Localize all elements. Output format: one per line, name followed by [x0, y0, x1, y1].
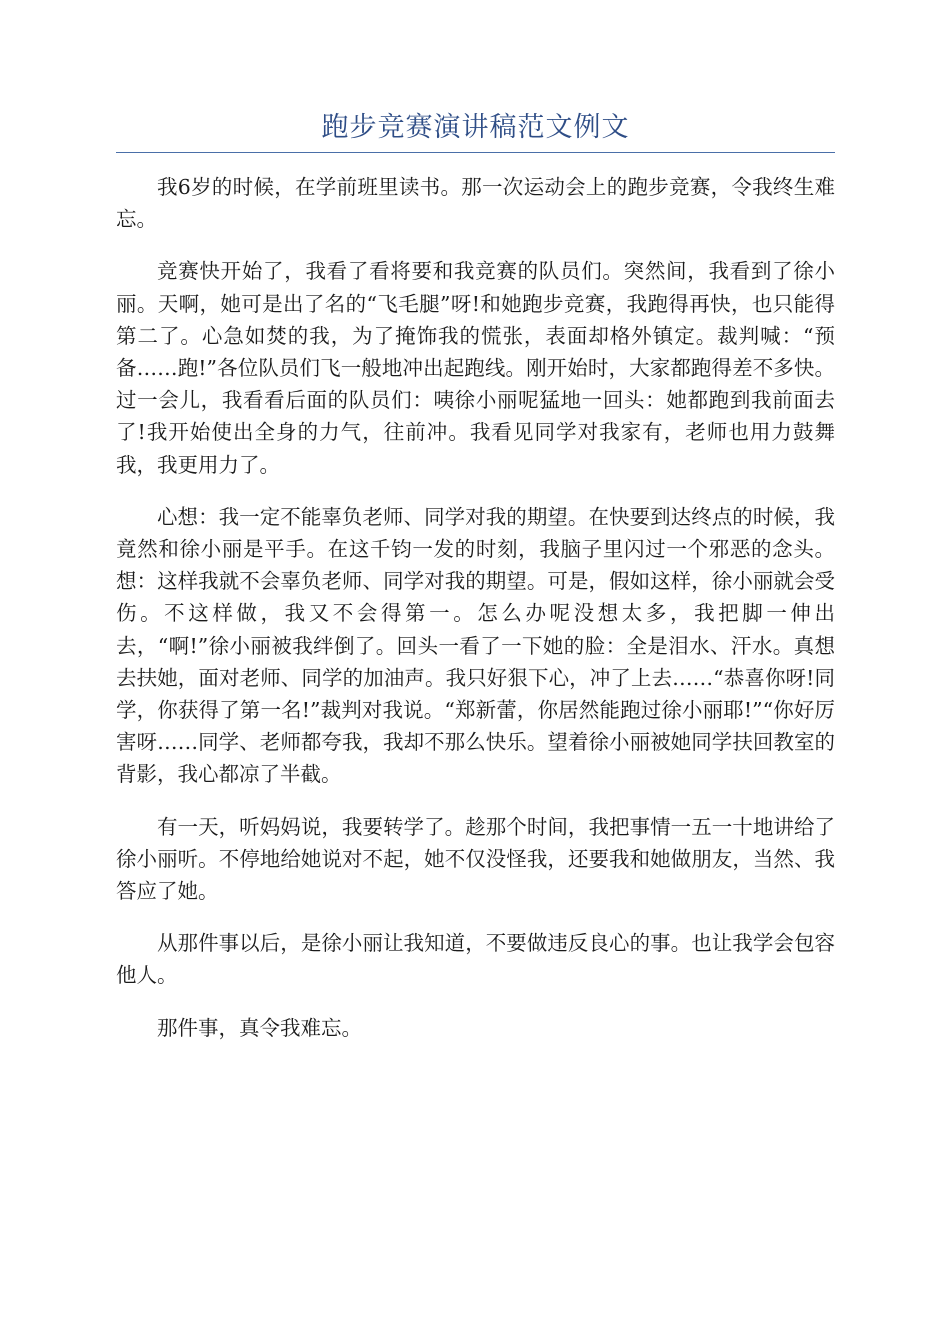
title-underline	[116, 152, 835, 153]
paragraph-1: 我6岁的时候，在学前班里读书。那一次运动会上的跑步竞赛，令我终生难忘。	[116, 175, 835, 232]
paragraph-4: 有一天，听妈妈说，我要转学了。趁那个时间，我把事情一五一十地讲给了徐小丽听。不停地给她说对不起，她不仅没怪我，还要我和她做朋友，当然、我答应了她。	[116, 814, 835, 904]
paragraph-2: 竞赛快开始了，我看了看将要和我竞赛的队员们。突然间，我看到了徐小丽。天啊，她可是出了名的“飞毛腿”呀!和她跑步竞赛，我跑得再快，也只能得第二了。心急如焚的我，为了掩饰我的慌张，表面却格外镇定。裁判喊：“预备……跑!”各位队员们飞一般地冲出起跑线。刚开始时，大家都跑得差不多快。过一会儿，我看看后面的队员们：咦徐小丽呢猛地一回头：她都跑到我前面去了!我开始使出全身的力气，往前冲。我看见同学对我家有，老师也用力鼓舞我，我更用力了。	[116, 259, 835, 477]
paragraph-5: 从那件事以后，是徐小丽让我知道，不要做违反良心的事。也让我学会包容他人。	[116, 931, 835, 988]
document-title: 跑步竞赛演讲稿范文例文	[321, 112, 630, 143]
paragraph-3: 心想：我一定不能辜负老师、同学对我的期望。在快要到达终点的时候，我竟然和徐小丽是平手。在这千钧一发的时刻，我脑子里闪过一个邪恶的念头。想：这样我就不会辜负老师、同学对我的期望。可是，假如这样，徐小丽就会受伤。不这样做，我又不会得第一。怎么办呢没想太多，我把脚一伸出去，“啊!”徐小丽被我绊倒了。回头一看了一下她的脸：全是泪水、汗水。真想去扶她，面对老师、同学的加油声。我只好狠下心，冲了上去……“恭喜你呀!同学，你获得了第一名!”裁判对我说。“郑新蕾，你居然能跑过徐小丽耶!”“你好厉害呀……同学、老师都夸我，我却不那么快乐。望着徐小丽被她同学扶回教室的背影，我心都凉了半截。	[116, 504, 835, 787]
document-page	[116, 108, 835, 1064]
paragraph-6: 那件事，真令我难忘。	[157, 1015, 362, 1040]
document-body	[116, 171, 835, 1044]
